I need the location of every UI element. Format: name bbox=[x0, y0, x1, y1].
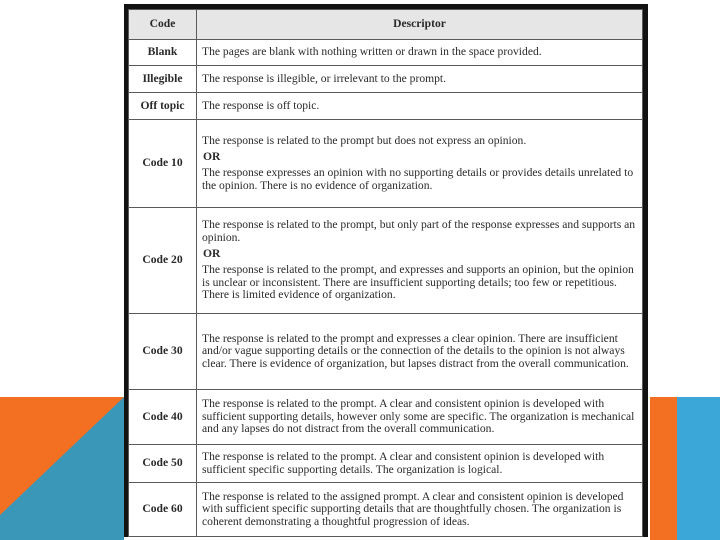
header-code: Code bbox=[129, 10, 197, 40]
scoring-rubric-table bbox=[128, 9, 643, 537]
header-descriptor: Descriptor bbox=[197, 10, 643, 40]
row-descriptor: The response is related to the assigned prompt. A clear and consistent opinion is developed with sufficient specific supporting details that are thoughtfully chosen. The organization is coherent demonstrating a thoughtful progression of ideas. bbox=[197, 483, 643, 537]
row-code: Code 60 bbox=[129, 483, 197, 537]
row-descriptor: The response is related to the prompt, but only part of the response expresses and supports an opinion. OR The response is related to the prompt, and expresses and supports an opinion, but the opinion is unclear or inconsistent. There are insufficient supporting details; too few or repetitious. There is limited evidence of organization. bbox=[197, 208, 643, 314]
table-row bbox=[129, 66, 643, 93]
scanned-document-frame bbox=[124, 4, 648, 537]
row-code: Off topic bbox=[129, 93, 197, 120]
table-row bbox=[129, 208, 643, 314]
table-row bbox=[129, 314, 643, 390]
row-descriptor: The pages are blank with nothing written or drawn in the space provided. bbox=[197, 40, 643, 66]
row-descriptor: The response is related to the prompt. A clear and consistent opinion is developed with sufficient specific supporting details. The organization is logical. bbox=[197, 445, 643, 483]
row-code: Code 20 bbox=[129, 208, 197, 314]
row-code: Code 30 bbox=[129, 314, 197, 390]
row-code: Illegible bbox=[129, 66, 197, 93]
table-row bbox=[129, 445, 643, 483]
table-row bbox=[129, 93, 643, 120]
row-descriptor: The response is illegible, or irrelevant to the prompt. bbox=[197, 66, 643, 93]
slide-corner-right-orange bbox=[650, 397, 677, 540]
row-code: Code 50 bbox=[129, 445, 197, 483]
table-row bbox=[129, 120, 643, 208]
or-separator: OR bbox=[203, 247, 221, 261]
row-code: Blank bbox=[129, 40, 197, 66]
row-code: Code 40 bbox=[129, 390, 197, 445]
row-descriptor: The response is related to the prompt. A clear and consistent opinion is developed with sufficient supporting details, however only some are specific. The organization is mechanical and any lapses do not distract from the overall communication. bbox=[197, 390, 643, 445]
table-row bbox=[129, 483, 643, 537]
table-row bbox=[129, 40, 643, 66]
slide-corner-right-blue bbox=[677, 397, 720, 540]
table-header-row bbox=[129, 10, 643, 40]
row-descriptor: The response is off topic. bbox=[197, 93, 643, 120]
table-row bbox=[129, 390, 643, 445]
row-descriptor: The response is related to the prompt and expresses a clear opinion. There are insufficient and/or vague supporting details or the connection of the details to the opinion is not always clear. There is evidence of organization, but lapses distract from the overall communication. bbox=[197, 314, 643, 390]
slide-corner-blue-triangle bbox=[0, 397, 124, 540]
or-separator: OR bbox=[203, 150, 221, 164]
row-descriptor: The response is related to the prompt but does not express an opinion. OR The response expresses an opinion with no supporting details or provides details unrelated to the opinion. There is no evidence of organization. bbox=[197, 120, 643, 208]
row-code: Code 10 bbox=[129, 120, 197, 208]
